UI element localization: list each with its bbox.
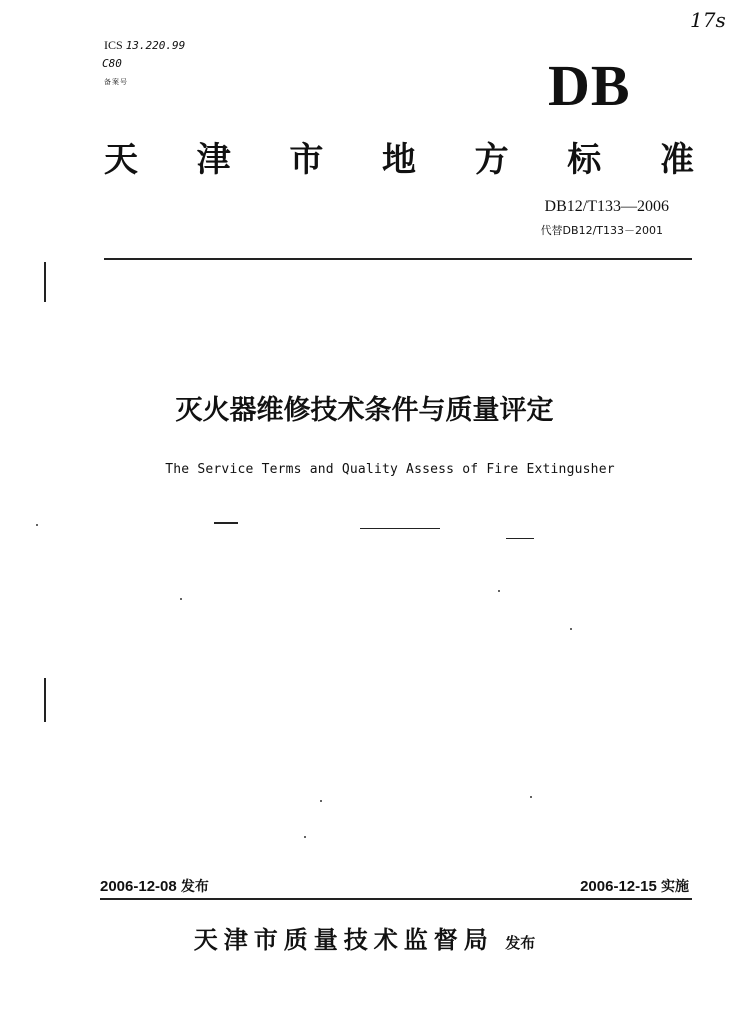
handwritten-corner-note: 17s	[690, 8, 726, 32]
binding-mark-top	[44, 262, 46, 302]
scan-speck	[180, 598, 182, 600]
top-divider	[104, 258, 692, 260]
replaces-code: 代替DB12/T133－2001	[540, 224, 663, 237]
ccs-code: C80	[102, 57, 122, 70]
standard-code: DB12/T133—2006	[544, 198, 669, 215]
standard-type-title	[104, 140, 694, 180]
scan-speck	[530, 796, 532, 798]
binding-mark-bottom	[44, 678, 46, 722]
scan-speck	[498, 590, 500, 592]
scan-speck	[36, 524, 38, 526]
publish-label: 发布	[180, 879, 209, 895]
title-char: 市	[289, 140, 324, 180]
bottom-divider	[100, 898, 692, 900]
document-title-en: The Service Terms and Quality Assess of Fire Extingusher	[165, 462, 615, 477]
title-char: 地	[381, 140, 416, 180]
scan-dash	[506, 538, 534, 539]
document-title-cn: 灭火器维修技术条件与质量评定	[175, 395, 554, 426]
scan-speck	[570, 628, 572, 630]
title-char: 津	[196, 140, 231, 180]
ics-value: 13.220.99	[125, 39, 186, 52]
record-mark: 备案号	[104, 78, 128, 86]
scan-speck	[304, 836, 306, 838]
scan-speck	[320, 800, 322, 802]
scan-dash	[360, 528, 440, 529]
implement-date: 2006-12-15	[580, 878, 657, 895]
db-logo: DB	[548, 53, 631, 118]
scan-dash	[214, 522, 238, 524]
publish-date-line	[100, 876, 209, 896]
title-char: 方	[474, 140, 509, 180]
publisher-line	[0, 920, 729, 955]
title-char: 准	[659, 140, 694, 180]
title-char: 标	[567, 140, 602, 180]
implement-label: 实施	[661, 879, 689, 895]
ics-label: ICS	[104, 38, 123, 52]
title-char: 天	[104, 140, 138, 180]
publisher-name: 天津市质量技术监督局	[193, 926, 494, 954]
ics-code	[104, 38, 185, 53]
publish-date: 2006-12-08	[100, 878, 177, 895]
implement-date-line	[580, 876, 689, 896]
publisher-action: 发布	[505, 934, 536, 952]
